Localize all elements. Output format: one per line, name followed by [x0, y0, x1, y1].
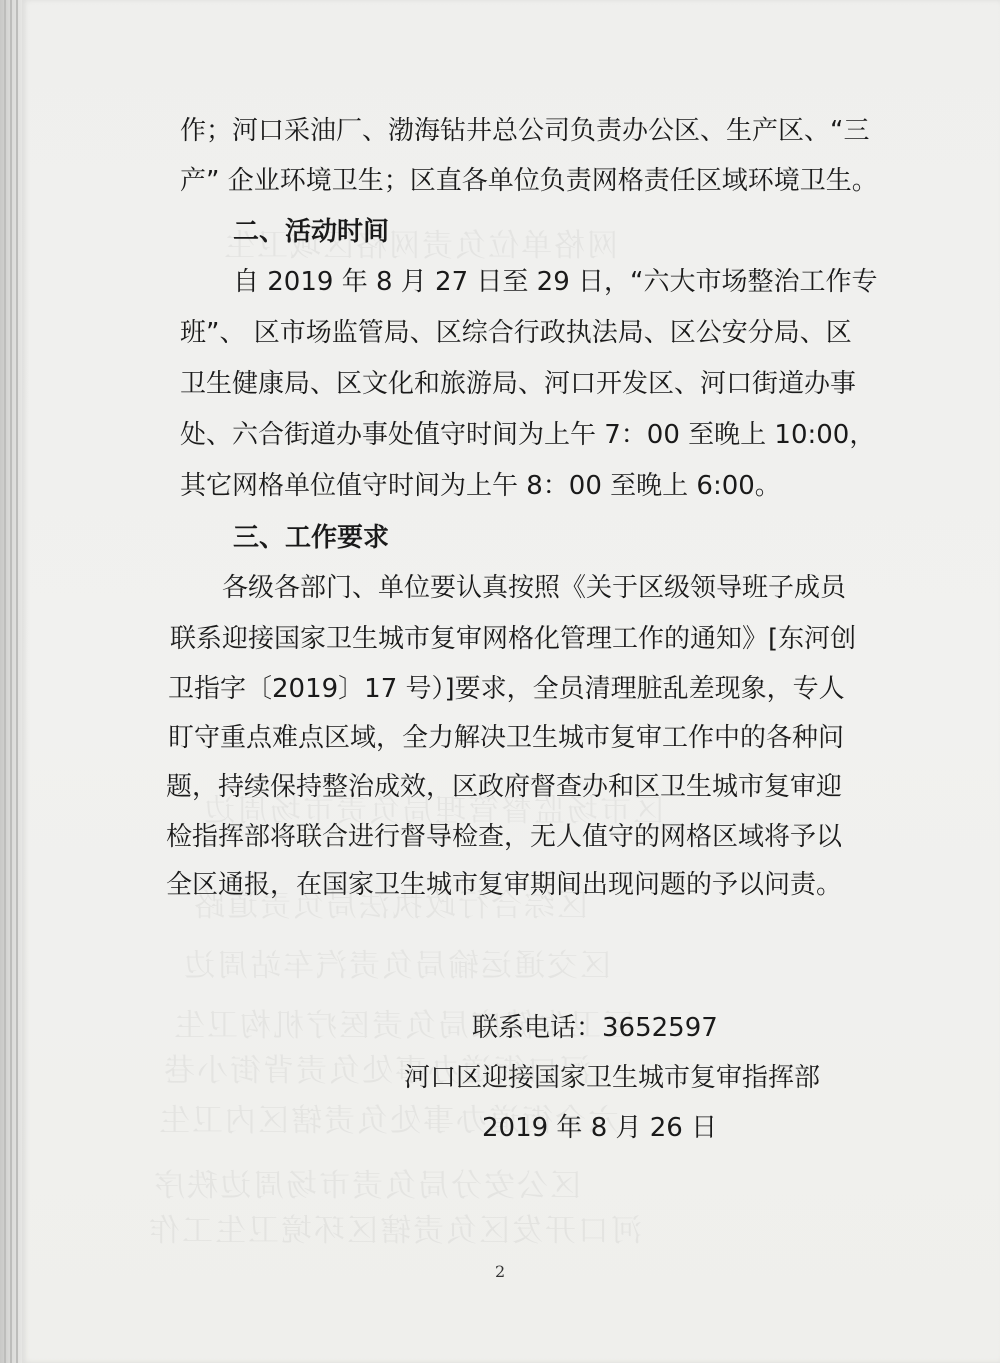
body-line: 各级各部门、单位要认真按照《关于区级领导班子成员	[222, 573, 847, 603]
contact-phone: 联系电话：3652597	[472, 1013, 718, 1043]
page-number: 2	[495, 1262, 506, 1281]
body-line: 处、六合街道办事处值守时间为上午 7：00 至晚上 10:00，	[180, 420, 876, 450]
section-heading-activity-time: 二、活动时间	[233, 217, 390, 247]
body-line: 检指挥部将联合进行督导检查，无人值守的网格区域将予以	[166, 822, 843, 852]
body-line: 盯守重点难点区域，全力解决卫生城市复审工作中的各种问	[168, 723, 845, 753]
issuer-name: 河口区迎接国家卫生城市复审指挥部	[404, 1063, 821, 1093]
issue-date: 2019 年 8 月 26 日	[482, 1113, 718, 1143]
body-line: 联系迎接国家卫生城市复审网格化管理工作的通知》[东河创	[170, 624, 857, 654]
body-line: 卫指字〔2019〕17 号）]要求，全员清理脏乱差现象，专人	[168, 674, 845, 704]
body-line: 产” 企业环境卫生；区直各单位负责网格责任区域环境卫生。	[180, 166, 878, 196]
body-line: 卫生健康局、区文化和旅游局、河口开发区、河口街道办事	[180, 369, 857, 399]
body-line: 班”、 区市场监管局、区综合行政执法局、区公安分局、区	[180, 318, 852, 348]
body-line: 其它网格单位值守时间为上午 8：00 至晚上 6:00。	[180, 471, 781, 501]
body-line: 作；河口采油厂、渤海钻井总公司负责办公区、生产区、“三	[180, 116, 870, 146]
section-heading-work-requirements: 三、工作要求	[233, 523, 390, 553]
body-line: 全区通报，在国家卫生城市复审期间出现问题的予以问责。	[166, 870, 843, 900]
body-line: 自 2019 年 8 月 27 日至 29 日，“六大市场整治工作专	[233, 267, 878, 297]
body-line: 题，持续保持整治成效，区政府督查办和区卫生城市复审迎	[166, 772, 843, 802]
